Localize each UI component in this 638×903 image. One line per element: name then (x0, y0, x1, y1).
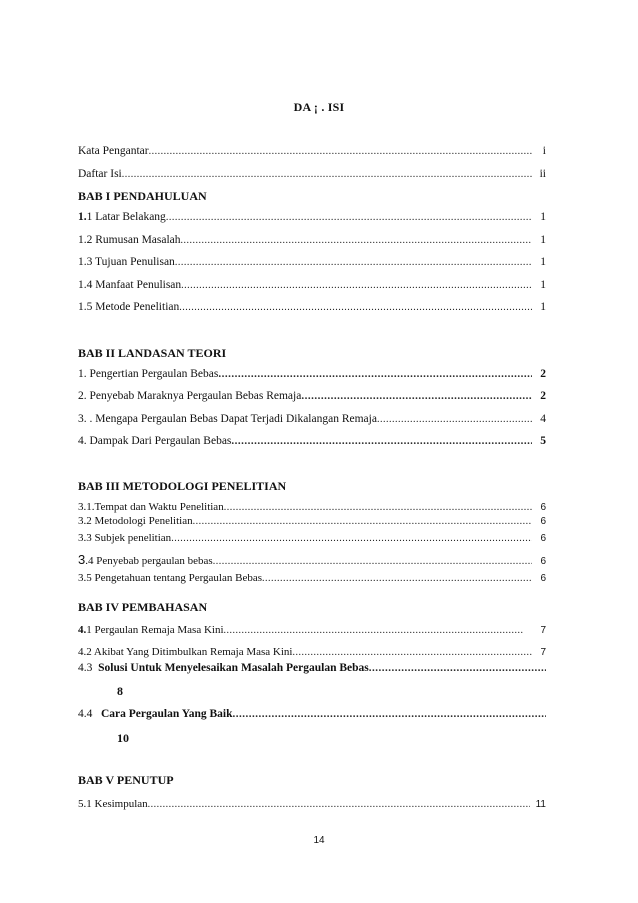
toc-entry-label: 1.1 Latar Belakang (78, 211, 166, 223)
toc-entry-label: 3.5 Pengetahuan tentang Pergaulan Bebas (78, 572, 262, 584)
toc-entry-label: 1.2 Rumusan Masalah (78, 234, 181, 246)
dot-leader (148, 799, 530, 810)
toc-entry[interactable] (78, 390, 546, 402)
toc-entry-page: 6 (540, 533, 546, 544)
toc-entry-label: 1. Pengertian Pergaulan Bebas (78, 368, 219, 380)
toc-entry[interactable] (78, 515, 546, 527)
dot-leader (181, 280, 532, 291)
toc-entry-page: 1 (540, 234, 546, 246)
toc-entry-label: 4.1 Pergaulan Remaja Masa Kini (78, 624, 224, 636)
toc-entry[interactable] (78, 572, 546, 584)
toc-entry-label: 3.1.Tempat dan Waktu Penelitian (78, 501, 224, 513)
toc-entry[interactable] (78, 279, 546, 291)
toc-entry-label: 5.1 Kesimpulan (78, 798, 148, 810)
toc-entry-page: ii (539, 168, 546, 180)
toc-entry-wrapped[interactable] (78, 662, 546, 674)
dot-leader (377, 414, 532, 425)
toc-entry-label: 3.2 Metodologi Penelitian (78, 515, 193, 527)
page-title: DA ¡ . ISI (293, 100, 345, 114)
dot-leader (218, 368, 532, 380)
toc-entry[interactable] (78, 646, 546, 658)
toc-entry-page: 11 (535, 799, 546, 810)
dot-leader (149, 146, 532, 157)
section-heading-bab3: BAB III METODOLOGI PENELITIAN (78, 479, 287, 493)
toc-entry-page: 7 (540, 647, 546, 658)
dot-leader (179, 302, 532, 313)
toc-entry-page: 2 (540, 368, 546, 380)
toc-entry-label: 3.3 Subjek penelitian (78, 532, 172, 544)
dot-leader (122, 169, 532, 180)
dot-leader (175, 257, 532, 268)
toc-entry-page: 6 (540, 556, 546, 567)
toc-entry-label: 4. Dampak Dari Pergaulan Bebas (78, 435, 232, 447)
dot-leader (301, 390, 532, 402)
toc-entry-page: 6 (540, 502, 546, 513)
toc-entry-page: 7 (540, 625, 546, 636)
toc-entry-page: 1 (540, 279, 546, 291)
page-number: 14 (313, 835, 325, 846)
toc-entry[interactable] (78, 234, 546, 246)
toc-entry-label: 1.3 Tujuan Penulisan (78, 256, 175, 268)
toc-entry-page: 10 (117, 731, 129, 745)
toc-entry-page: 4 (540, 413, 546, 425)
toc-entry-label: 2. Penyebab Maraknya Pergaulan Bebas Remaja (78, 390, 302, 402)
toc-entry-page: 6 (540, 516, 546, 527)
dot-leader (213, 556, 532, 567)
toc-entry-label: 1.4 Manfaat Penulisan (78, 279, 182, 291)
toc-entry[interactable] (78, 552, 546, 567)
toc-entry-label: 4.3 Solusi Untuk Menyelesaikan Masalah Pergaulan Bebas (78, 662, 369, 674)
toc-entry[interactable] (78, 413, 546, 425)
dot-leader (171, 533, 532, 544)
toc-entry[interactable] (78, 301, 546, 313)
toc-entry-label: 3.4 Penyebab pergaulan bebas (78, 552, 213, 567)
toc-entry-page: 1 (540, 301, 546, 313)
dot-leader (193, 516, 532, 527)
toc-entry[interactable] (78, 798, 546, 810)
toc-entry-label: Kata Pengantar (78, 145, 149, 157)
dot-leader (233, 708, 546, 720)
dot-leader (369, 662, 546, 674)
toc-entry-label: 4.2 Akibat Yang Ditimbulkan Remaja Masa Kini (78, 646, 293, 658)
toc-entry[interactable] (78, 532, 546, 544)
toc-entry-page: 1 (540, 211, 546, 223)
dot-leader (224, 502, 532, 513)
toc-entry-page: 6 (540, 573, 546, 584)
toc-entry-label: Daftar Isi (78, 168, 122, 180)
toc-entry[interactable] (78, 624, 546, 636)
toc-entry-daftar-isi[interactable] (78, 168, 546, 180)
toc-entry[interactable] (78, 256, 546, 268)
toc-entry-kata-pengantar[interactable] (78, 145, 546, 157)
section-heading-bab2: BAB II LANDASAN TEORI (78, 346, 227, 360)
dot-leader (224, 625, 524, 636)
dot-leader (166, 212, 532, 223)
dot-leader (262, 573, 532, 584)
toc-entry-label: 3. . Mengapa Pergaulan Bebas Dapat Terjadi Dikalangan Remaja (78, 413, 377, 425)
toc-entry-page: 1 (540, 256, 546, 268)
toc-entry-label: 4.4 Cara Pergaulan Yang Baik (78, 708, 233, 720)
toc-entry-page: 2 (540, 390, 546, 402)
toc-entry-label: 1.5 Metode Penelitian (78, 301, 180, 313)
toc-entry-page: 5 (540, 435, 546, 447)
section-heading-bab4: BAB IV PEMBAHASAN (78, 600, 208, 614)
toc-entry-page: 8 (117, 684, 123, 698)
toc-entry-page: i (542, 145, 546, 157)
toc-entry-wrapped[interactable] (78, 708, 546, 720)
dot-leader (292, 647, 532, 658)
toc-entry[interactable] (78, 368, 546, 380)
dot-leader (181, 235, 532, 246)
section-heading-bab5: BAB V PENUTUP (78, 773, 174, 787)
toc-entry[interactable] (78, 211, 546, 223)
dot-leader (231, 435, 532, 447)
toc-entry[interactable] (78, 435, 546, 447)
toc-entry[interactable] (78, 501, 546, 513)
section-heading-bab1: BAB I PENDAHULUAN (78, 189, 207, 203)
